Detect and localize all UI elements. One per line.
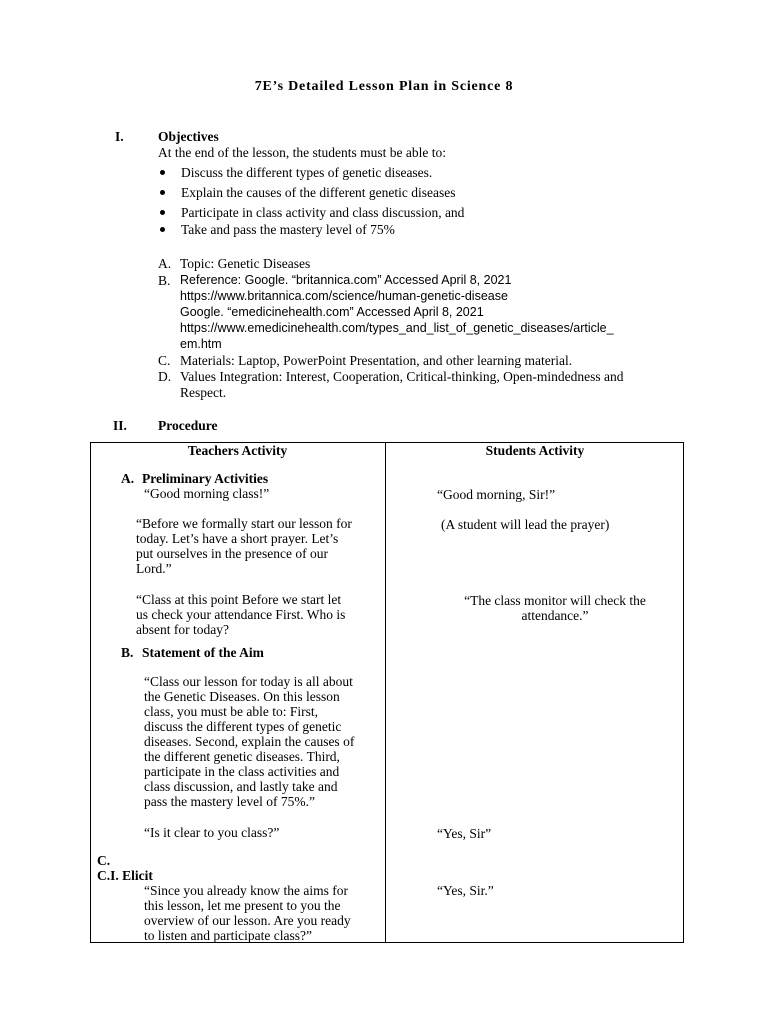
teacher-line: pass the mastery level of 75%.” (144, 794, 315, 809)
reference-line: https://www.emedicinehealth.com/types_and_list_of_genetic_diseases/article_ (180, 321, 614, 335)
teacher-line: today. Let’s have a short prayer. Let’s (136, 531, 339, 546)
reference-line: em.htm (180, 337, 222, 351)
reference-line: https://www.britannica.com/science/human-genetic-disease (180, 289, 508, 303)
teacher-line: us check your attendance First. Who is (136, 607, 346, 622)
teacher-line: Lord.” (136, 561, 172, 576)
table-column-divider (385, 442, 386, 943)
values-text: Values Integration: Interest, Cooperation, Critical-thinking, Open-mindedness and (180, 369, 624, 384)
section-b-letter: B. (121, 645, 134, 660)
student-line: (A student will lead the prayer) (441, 517, 610, 532)
materials-letter: C. (158, 353, 171, 368)
section-a-title: Preliminary Activities (142, 471, 269, 486)
objective-item: Discuss the different types of genetic diseases. (181, 165, 433, 180)
teacher-line: participate in the class activities and (144, 764, 340, 779)
objective-item: Explain the causes of the different genetic diseases (181, 185, 456, 200)
section-numeral-objectives: I. (115, 129, 124, 144)
bullet-icon (160, 210, 165, 215)
teacher-line: the Genetic Diseases. On this lesson (144, 689, 340, 704)
student-line: “The class monitor will check the (464, 593, 646, 608)
section-c1-title: C.I. Elicit (97, 868, 153, 883)
page-title: 7E’s Detailed Lesson Plan in Science 8 (254, 79, 514, 94)
teacher-line: “Good morning class!” (144, 486, 270, 501)
teacher-line: “Class at this point Before we start let (136, 592, 342, 607)
objective-item: Participate in class activity and class discussion, and (181, 205, 465, 220)
materials-text: Materials: Laptop, PowerPoint Presentation, and other learning material. (180, 353, 573, 368)
teacher-line: diseases. Second, explain the causes of (144, 734, 355, 749)
reference-line: Reference: Google. “britannica.com” Accessed April 8, 2021 (180, 273, 512, 287)
teacher-line: overview of our lesson. Are you ready (144, 913, 351, 928)
reference-line: Google. “emedicinehealth.com” Accessed April 8, 2021 (180, 305, 484, 319)
teacher-line: class discussion, and lastly take and (144, 779, 338, 794)
objective-item: Take and pass the mastery level of 75% (181, 222, 395, 237)
values-text-cont: Respect. (180, 385, 227, 400)
teacher-line: “Before we formally start our lesson for (136, 516, 352, 531)
student-line: “Yes, Sir” (437, 826, 492, 841)
teacher-line: absent for today? (136, 622, 229, 637)
student-line: “Yes, Sir.” (437, 883, 494, 898)
teacher-line: “Since you already know the aims for (144, 883, 348, 898)
topic-text: Topic: Genetic Diseases (180, 256, 311, 271)
header-teachers-activity: Teachers Activity (187, 443, 288, 458)
values-letter: D. (158, 369, 172, 384)
teacher-line: to listen and participate class?” (144, 928, 312, 943)
bullet-icon (160, 170, 165, 175)
header-students-activity: Students Activity (485, 443, 585, 458)
teacher-line: “Class our lesson for today is all about (144, 674, 353, 689)
section-b-title: Statement of the Aim (142, 645, 264, 660)
teacher-line: “Is it clear to you class?” (144, 825, 280, 840)
topic-letter: A. (158, 256, 172, 271)
objectives-heading: Objectives (158, 129, 219, 144)
section-c-letter: C. (97, 853, 111, 868)
reference-letter: B. (158, 273, 171, 288)
teacher-line: put ourselves in the presence of our (136, 546, 328, 561)
procedure-heading: Procedure (158, 418, 218, 433)
student-line: attendance.” (521, 608, 589, 623)
teacher-line: class, you must be able to: First, (144, 704, 318, 719)
teacher-line: the different genetic diseases. Third, (144, 749, 340, 764)
teacher-line: this lesson, let me present to you the (144, 898, 341, 913)
bullet-icon (160, 227, 165, 232)
teacher-line: discuss the different types of genetic (144, 719, 342, 734)
section-numeral-procedure: II. (113, 418, 127, 433)
bullet-icon (160, 190, 165, 195)
section-a-letter: A. (121, 471, 135, 486)
student-line: “Good morning, Sir!” (437, 487, 556, 502)
objectives-intro: At the end of the lesson, the students must be able to: (158, 145, 446, 160)
